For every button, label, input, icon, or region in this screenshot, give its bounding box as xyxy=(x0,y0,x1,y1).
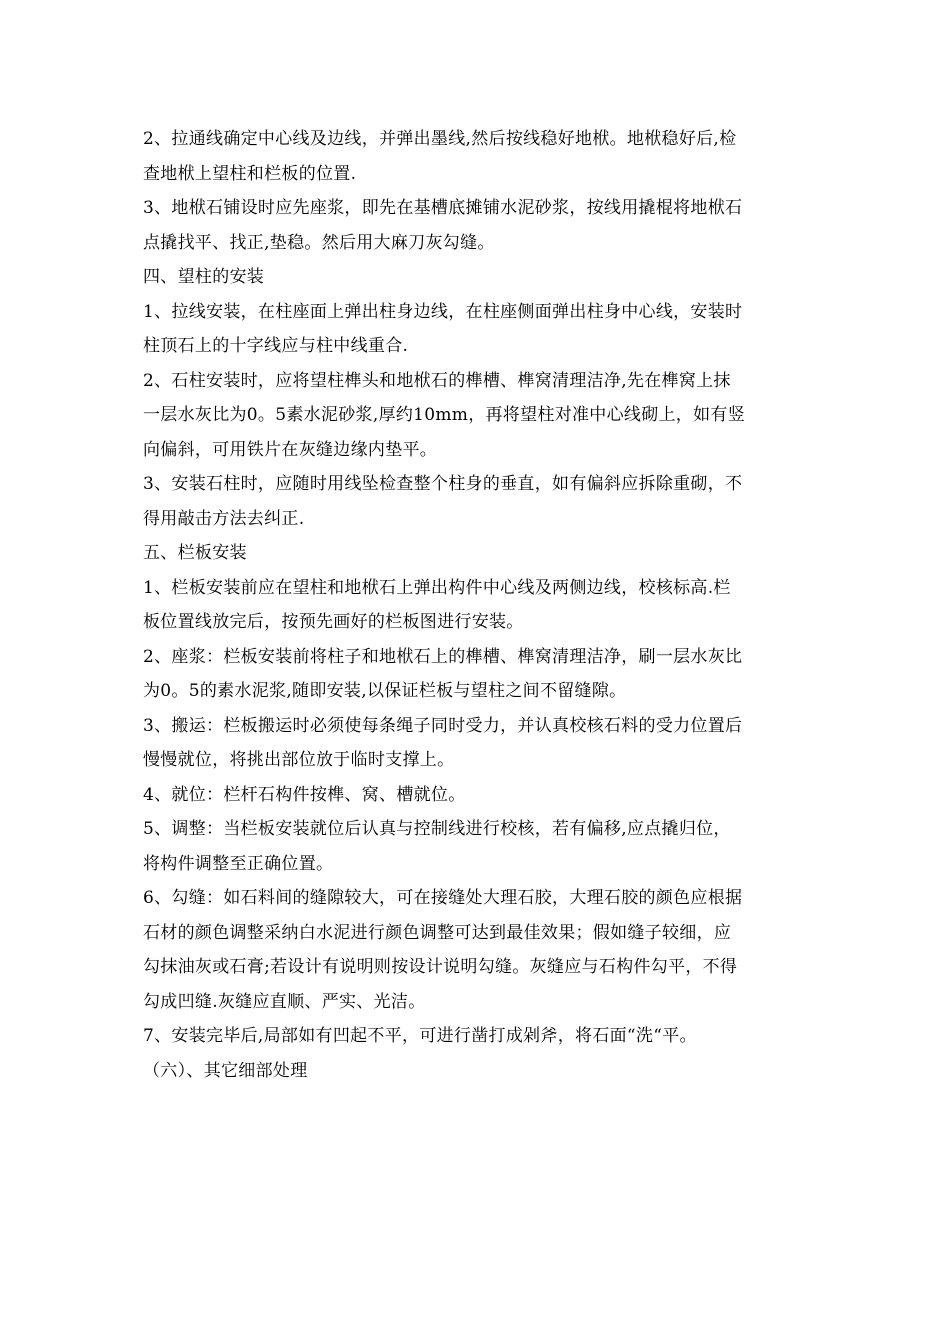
text-line: 2、拉通线确定中心线及边线，并弹出墨线,然后按线稳好地栿。地栿稳好后,检 xyxy=(143,129,737,149)
text-line: 石材的颜色调整采纳白水泥进行颜色调整可达到最佳效果；假如缝子较细，应 xyxy=(143,922,732,943)
text-line: 板位置线放完后，按预先画好的栏板图进行安装。 xyxy=(143,612,524,632)
text-line: 6、勾缝：如石料间的缝隙较大，可在接缝处大理石胶，大理石胶的颜色应根据 xyxy=(143,888,743,908)
text-line: 得用敲击方法去纠正. xyxy=(143,508,305,529)
text-line: 勾抹油灰或石膏;若设计有说明则按设计说明勾缝。灰缝应与石构件勾平，不得 xyxy=(143,957,738,977)
text-line: 点撬找平、找正,垫稳。然后用大麻刀灰勾缝。 xyxy=(143,232,495,253)
text-line: 3、搬运：栏板搬运时必须使每条绳子同时受力，并认真校核石料的受力位置后 xyxy=(143,715,743,736)
text-line: 为0。5的素水泥浆,随即安装,以保证栏板与望柱之间不留缝隙。 xyxy=(143,681,627,701)
text-line: 2、座浆：栏板安装前将柱子和地栿石上的榫槽、榫窝清理洁净，刷一层水灰比 xyxy=(143,646,743,667)
section-heading: 五、栏板安装 xyxy=(143,543,247,563)
text-line: 7、安装完毕后,局部如有凹起不平，可进行凿打成剁斧，将石面“洗“平。 xyxy=(143,1026,697,1046)
text-line: 柱顶石上的十字线应与柱中线重合. xyxy=(143,336,409,356)
text-line: 3、地栿石铺设时应先座浆，即先在基槽底摊铺水泥砂浆，按线用撬棍将地栿石 xyxy=(143,198,743,218)
section-heading: 四、望柱的安装 xyxy=(143,267,265,287)
text-line: 查地栿上望柱和栏板的位置. xyxy=(143,163,357,184)
text-line: 将构件调整至正确位置。 xyxy=(143,853,334,874)
section-heading: （六）、其它细部处理 xyxy=(143,1060,308,1081)
text-line: 勾成凹缝.灰缝应直顺、严实、光洁。 xyxy=(143,991,426,1012)
text-line: 5、调整：当栏板安装就位后认真与控制线进行校核，若有偏移,应点撬归位， xyxy=(143,819,731,839)
document-body xyxy=(143,122,807,1088)
text-line: 4、就位：栏杆石构件按榫、窝、槽就位。 xyxy=(143,784,466,805)
text-line: 慢慢就位，将挑出部位放于临时支撑上。 xyxy=(143,750,455,770)
text-line: 1、栏板安装前应在望柱和地栿石上弹出构件中心线及两侧边线，校核标高.栏 xyxy=(143,577,731,598)
text-line: 一层水灰比为0。5素水泥砂浆,厚约10mm，再将望柱对准中心线砌上，如有竖 xyxy=(143,405,746,425)
text-line: 3、安装石柱时，应随时用线坠检查整个柱身的垂直，如有偏斜应拆除重砌，不 xyxy=(143,474,743,494)
text-line: 向偏斜，可用铁片在灰缝边缘内垫平。 xyxy=(143,439,438,460)
text-line: 1、拉线安装，在柱座面上弹出柱身边线，在柱座侧面弹出柱身中心线，安装时 xyxy=(143,301,743,322)
text-line: 2、石柱安装时，应将望柱榫头和地栿石的榫槽、榫窝清理洁净,先在榫窝上抹 xyxy=(143,370,731,391)
